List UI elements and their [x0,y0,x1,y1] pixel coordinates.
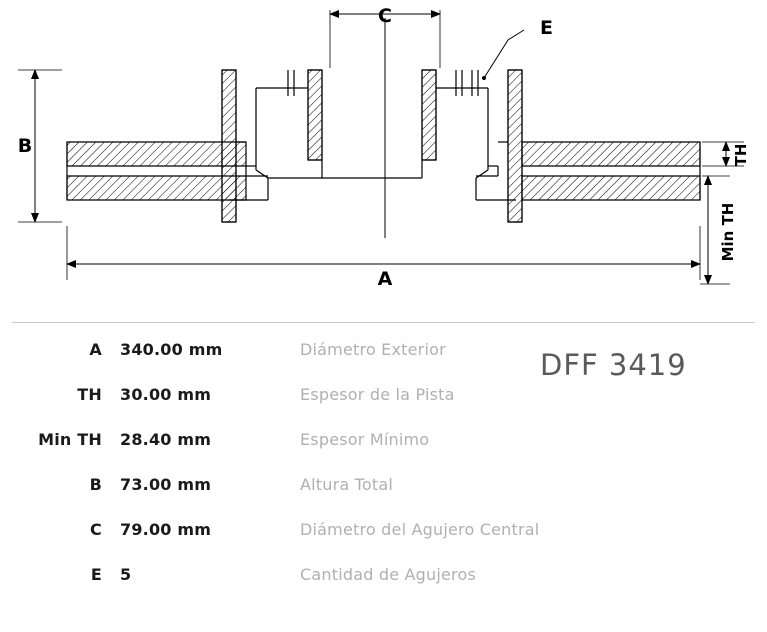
spec-code: TH [77,385,102,404]
dimension-label-b: B [17,135,33,157]
spec-value: 30.00 mm [120,385,212,404]
dimension-label-e: E [540,17,553,39]
table-row [0,475,767,520]
spec-description: Diámetro del Agujero Central [300,520,540,539]
dimension-label-a: A [377,268,393,290]
part-number: DFF 3419 [540,348,687,382]
spec-code: C [90,520,102,539]
spec-description: Altura Total [300,475,394,494]
spec-code: B [89,475,102,494]
spec-description: Espesor de la Pista [300,385,455,404]
spec-description: Cantidad de Agujeros [300,565,477,584]
table-row [0,520,767,565]
table-row [0,430,767,475]
spec-description: Diámetro Exterior [300,340,446,359]
spec-code: A [89,340,102,359]
spec-value: 79.00 mm [120,520,212,539]
spec-code: Min TH [38,430,102,449]
spec-code: E [90,565,102,584]
section-divider [12,322,755,323]
spec-description: Espesor Mínimo [300,430,430,449]
table-row [0,385,767,430]
spec-value: 28.40 mm [120,430,212,449]
spec-value: 5 [120,565,132,584]
table-row [0,565,767,610]
dimension-label-th: TH [732,143,750,167]
spec-value: 340.00 mm [120,340,223,359]
dimension-label-c: C [378,5,392,27]
spec-value: 73.00 mm [120,475,212,494]
dimension-label-min-th: Min TH [719,202,737,262]
